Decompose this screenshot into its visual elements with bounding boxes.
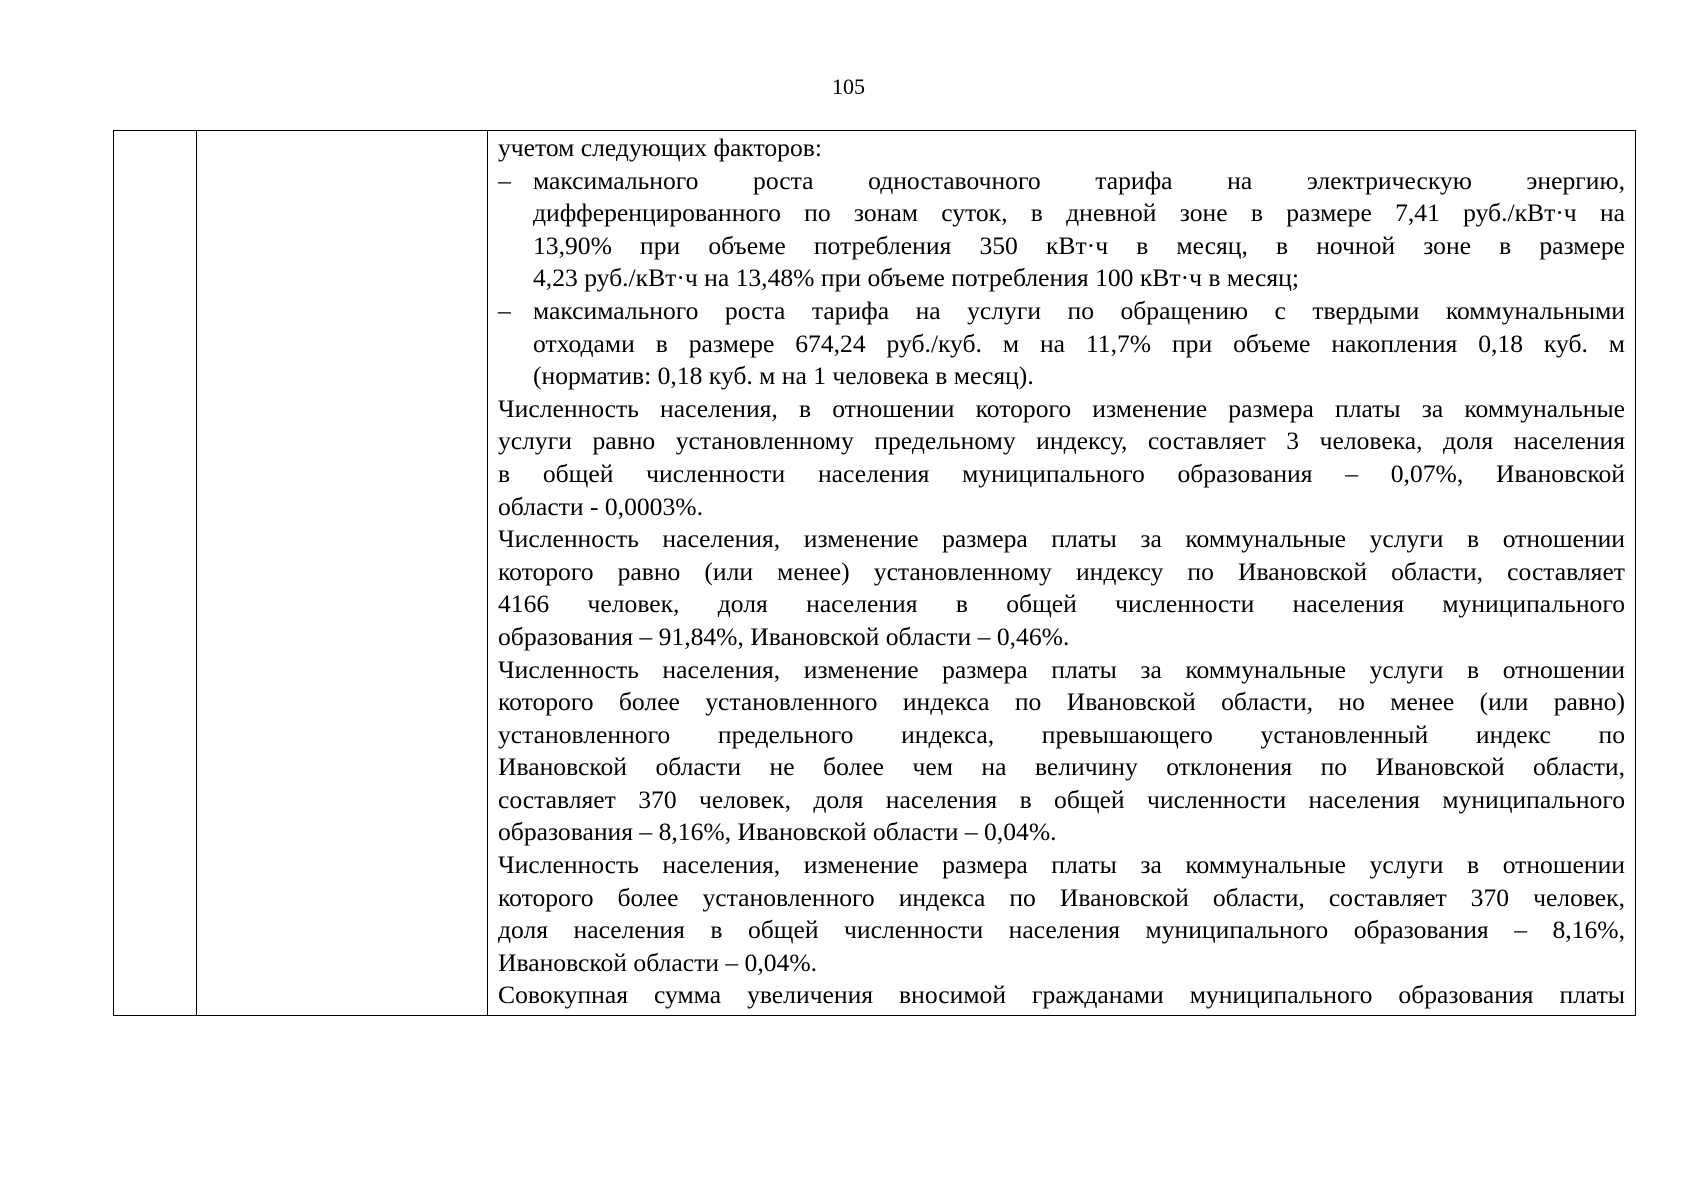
text-line: учетом следующих факторов: [498,133,822,162]
text-line: максимального роста тарифа на услуги по обращению с твердыми коммунальными [533,295,1625,325]
table-row [114,131,1636,1016]
text-line: составляет 370 человек, доля населения в общей численности населения муниципального [498,784,1625,814]
bullet-item [498,165,1625,295]
paragraph [498,393,1625,523]
text-line: установленного предельного индекса, превышающего установленный индекс по [498,719,1625,749]
text-line: Ивановской области не более чем на величину отклонения по Ивановской области, [498,752,1625,782]
cell-text [498,132,1625,1012]
text-line: области - 0,0003%. [498,491,703,521]
text-line: услуги равно установленному предельному индексу, составляет 3 человека, доля населения [498,426,1625,456]
text-line: образования – 8,16%, Ивановской области – 0,04%. [498,817,1057,847]
document-table [113,130,1636,1016]
text-line: дифференцированного по зонам суток, в дневной зоне в размере 7,41 руб./кВт·ч на [533,198,1625,228]
text-line: которого более установленного индекса по Ивановской области, составляет 370 человек, [498,882,1625,912]
table-cell-content [488,131,1636,1016]
intro-paragraph [498,132,1625,165]
text-line: 13,90% при объеме потребления 350 кВт·ч в месяц, в ночной зоне в размере [533,230,1625,260]
table-cell-number [114,131,197,1016]
text-line: которого более установленного индекса по Ивановской области, но менее (или равно) [498,687,1625,717]
bullet-marker: – [498,295,511,325]
paragraph [498,654,1625,850]
text-line: 4166 человек, доля населения в общей численности населения муниципального [498,589,1625,619]
text-line: 4,23 руб./кВт·ч на 13,48% при объеме потребления 100 кВт·ч в месяц; [533,263,1299,293]
text-line: максимального роста одноставочного тарифа на электрическую энергию, [533,165,1625,195]
text-line: Ивановской области – 0,04%. [498,947,818,977]
text-line: Численность населения, изменение размера платы за коммунальные услуги в отношении [498,524,1625,554]
text-line: Численность населения, в отношении которого изменение размера платы за коммунальные [498,393,1625,423]
table-cell-name [197,131,488,1016]
text-line: доля населения в общей численности населения муниципального образования – 8,16%, [498,915,1625,945]
text-line: Совокупная сумма увеличения вносимой гражданами муниципального образования платы [498,980,1625,1010]
bullet-item [498,295,1625,393]
paragraph [498,523,1625,653]
page-number: 105 [832,74,865,99]
text-line: отходами в размере 674,24 руб./куб. м на 11,7% при объеме накопления 0,18 куб. м [533,328,1625,358]
text-line: в общей численности населения муниципального образования – 0,07%, Ивановской [498,458,1625,488]
text-line: образования – 91,84%, Ивановской области – 0,46%. [498,621,1070,651]
text-line: которого равно (или менее) установленному индексу по Ивановской области, составляет [498,556,1625,586]
bullet-marker: – [498,165,511,195]
text-line: Численность населения, изменение размера платы за коммунальные услуги в отношении [498,654,1625,684]
text-line: (норматив: 0,18 куб. м на 1 человека в месяц). [533,361,1034,391]
closing-paragraph [498,979,1625,1012]
text-line: Численность населения, изменение размера платы за коммунальные услуги в отношении [498,850,1625,880]
paragraph [498,849,1625,979]
